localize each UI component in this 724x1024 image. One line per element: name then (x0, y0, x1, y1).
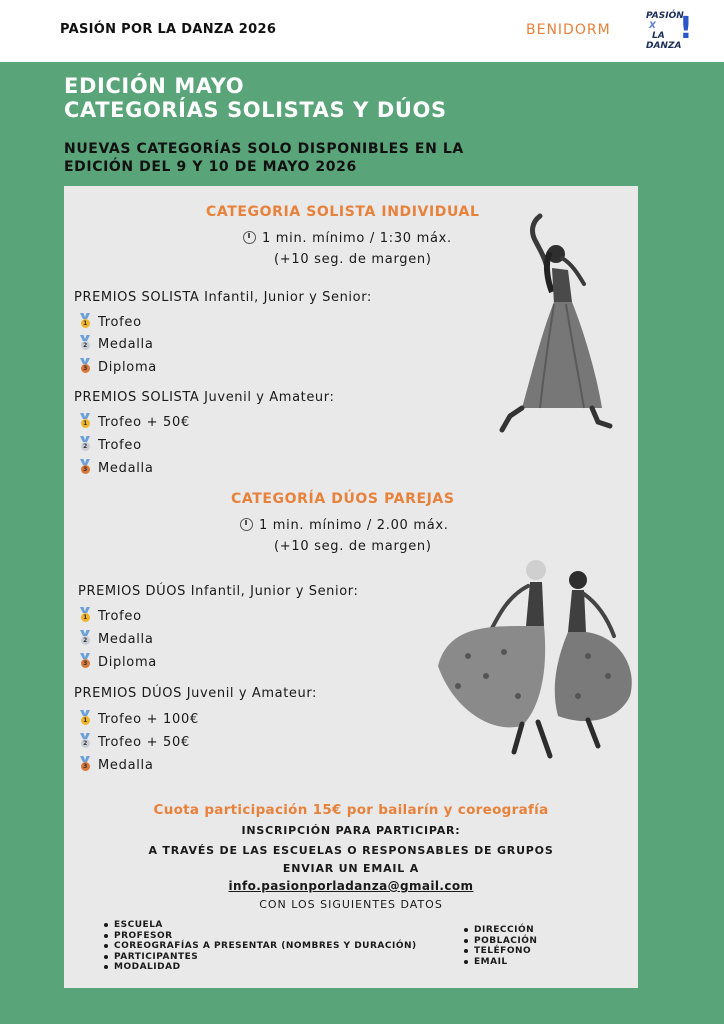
required-data-list-right (462, 925, 537, 967)
gold-medal-icon: 1 (78, 313, 92, 329)
prize-text: Trofeo (98, 609, 142, 624)
solista-margin: (+10 seg. de margen) (274, 252, 432, 267)
solista-group1-heading: PREMIOS SOLISTA Infantil, Junior y Senior: (74, 290, 372, 305)
list-item: DIRECCIÓN (462, 925, 537, 936)
list-item: MODALIDAD (102, 962, 417, 973)
prize-text: Diploma (98, 655, 157, 670)
list-item: COREOGRAFÍAS A PRESENTAR (NOMBRES Y DURACIÓN) (102, 941, 417, 952)
prize-text: Trofeo (98, 315, 142, 330)
silver-medal-icon: 2 (78, 436, 92, 452)
data-intro: CON LOS SIGUIENTES DATOS (259, 898, 443, 911)
list-item: PARTICIPANTES (102, 952, 417, 963)
page-subtitle (64, 140, 584, 176)
duos-group1-heading: PREMIOS DÚOS Infantil, Junior y Senior: (78, 584, 359, 599)
duos-g1-prize-2 (78, 630, 154, 647)
bronze-medal-icon: 3 (78, 653, 92, 669)
gold-medal-icon: 1 (78, 710, 92, 726)
brand-name: PASIÓN POR LA DANZA 2026 (60, 22, 277, 37)
prize-text: Medalla (98, 632, 154, 647)
duos-group2-heading: PREMIOS DÚOS Juvenil y Amateur: (74, 686, 318, 701)
email-link[interactable]: info.pasionporladanza@gmail.com (228, 879, 474, 893)
registration-send-email: ENVIAR UN EMAIL A (282, 862, 420, 875)
solista-g2-prize-2 (78, 436, 142, 453)
silver-medal-icon: 2 (78, 630, 92, 646)
solista-duration-text: 1 min. mínimo / 1:30 máx. (262, 231, 452, 246)
silver-medal-icon: 2 (78, 733, 92, 749)
registration-heading: INSCRIPCIÓN PARA PARTICIPAR: (241, 824, 461, 837)
title-line-1: EDICIÓN MAYO (64, 74, 245, 98)
list-item: PROFESOR (102, 931, 417, 942)
prize-text: Diploma (98, 360, 157, 375)
required-data-list-left (102, 920, 417, 973)
participation-fee: Cuota participación 15€ por bailarín y coreografía (153, 802, 549, 818)
list-item: POBLACIÓN (462, 936, 537, 947)
prize-text: Medalla (98, 337, 154, 352)
bronze-medal-icon: 3 (78, 358, 92, 374)
solista-duration (243, 229, 452, 246)
duos-title: CATEGORÍA DÚOS PAREJAS (231, 491, 455, 507)
bronze-medal-icon: 3 (78, 756, 92, 772)
solista-title: CATEGORIA SOLISTA INDIVIDUAL (206, 204, 480, 220)
duos-g2-prize-3 (78, 756, 154, 773)
duos-g1-prize-1 (78, 607, 142, 624)
top-bar (0, 0, 724, 62)
solista-g1-prize-3 (78, 358, 157, 375)
list-item: TELÉFONO (462, 946, 537, 957)
prize-text: Trofeo (98, 438, 142, 453)
bronze-medal-icon: 3 (78, 459, 92, 475)
solista-g1-prize-2 (78, 335, 154, 352)
prize-text: Trofeo + 50€ (98, 735, 190, 750)
solo-dancer-image (492, 212, 620, 442)
logo-line-1: PASIÓN (646, 11, 684, 21)
prize-text: Medalla (98, 758, 154, 773)
list-item: ESCUELA (102, 920, 417, 931)
list-item: EMAIL (462, 957, 537, 968)
title-line-2: CATEGORÍAS SOLISTAS Y DÚOS (64, 98, 447, 122)
page-title (64, 74, 447, 122)
duo-dancers-image (438, 556, 634, 768)
solista-g1-prize-1 (78, 313, 142, 330)
duos-duration-text: 1 min. mínimo / 2.00 máx. (259, 518, 449, 533)
prize-text: Trofeo + 50€ (98, 415, 190, 430)
logo-exclamation: ! (679, 11, 693, 46)
brand-logo (646, 10, 693, 54)
gold-medal-icon: 1 (78, 413, 92, 429)
email-row (64, 879, 638, 893)
duos-g2-prize-1 (78, 710, 199, 727)
solista-g2-prize-3 (78, 459, 154, 476)
stopwatch-icon (240, 518, 253, 531)
duos-g2-prize-2 (78, 733, 190, 750)
logo-line-4: DANZA (646, 41, 682, 51)
registration-schools: A TRAVÉS DE LAS ESCUELAS O RESPONSABLES DE GRUPOS (148, 844, 554, 857)
logo-line-3: LA (652, 31, 665, 41)
gold-medal-icon: 1 (78, 607, 92, 623)
city-label: BENIDORM (526, 22, 611, 38)
solista-g2-prize-1 (78, 413, 190, 430)
stopwatch-icon (243, 231, 256, 244)
duos-duration (240, 516, 449, 533)
subtitle-line-1: NUEVAS CATEGORÍAS SOLO DISPONIBLES EN LA (64, 141, 464, 157)
prize-text: Medalla (98, 461, 154, 476)
silver-medal-icon: 2 (78, 335, 92, 351)
duos-g1-prize-3 (78, 653, 157, 670)
prize-text: Trofeo + 100€ (98, 712, 199, 727)
solista-group2-heading: PREMIOS SOLISTA Juvenil y Amateur: (74, 390, 335, 405)
logo-line-2: X (649, 21, 656, 31)
info-card (64, 186, 638, 988)
subtitle-line-2: EDICIÓN DEL 9 Y 10 DE MAYO 2026 (64, 159, 357, 175)
duos-margin: (+10 seg. de margen) (274, 539, 432, 554)
